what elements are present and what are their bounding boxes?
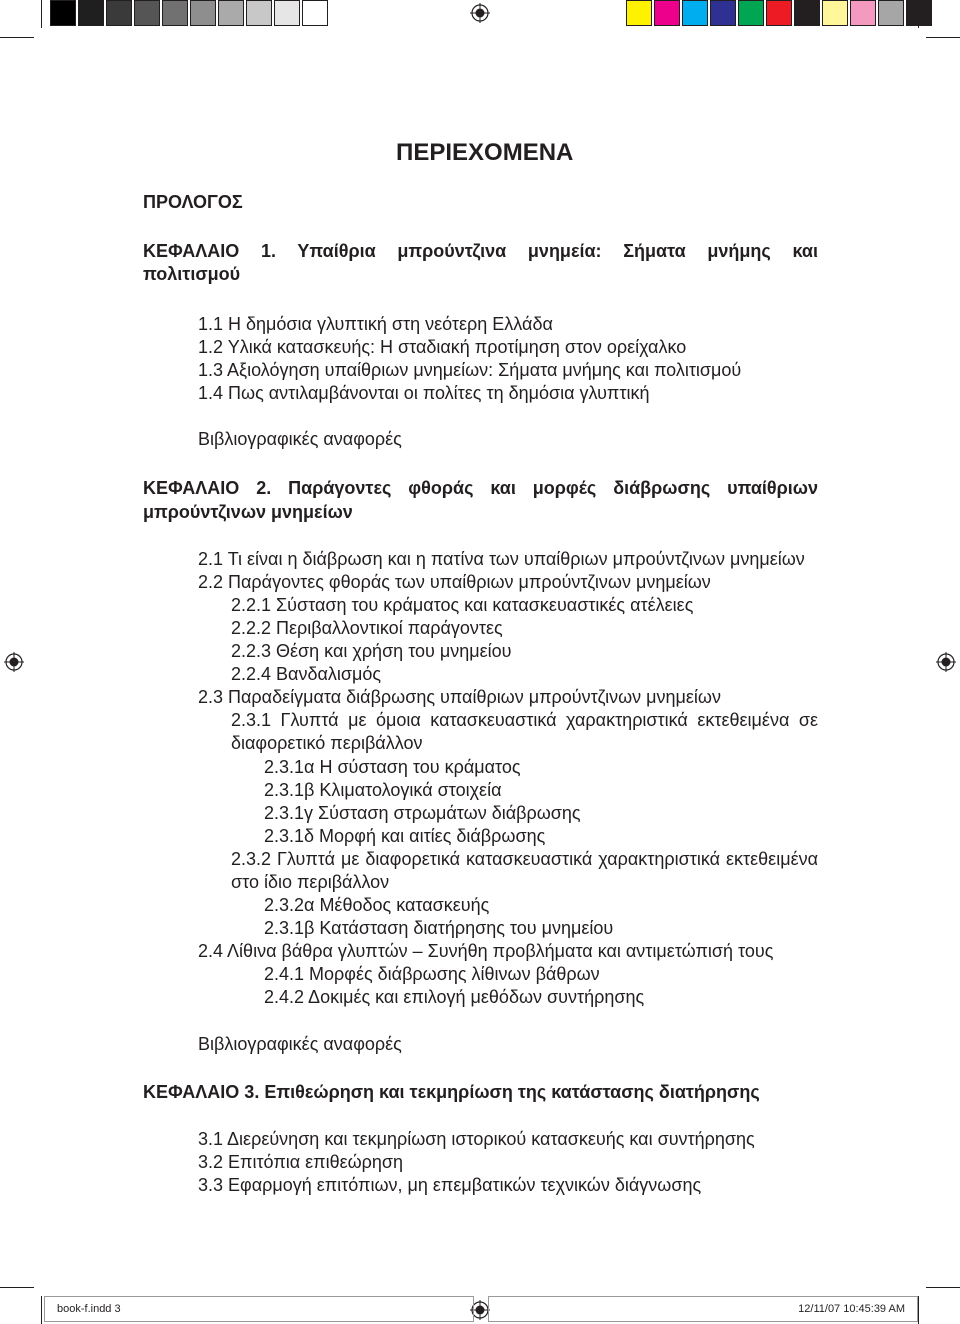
chapter3-heading xyxy=(143,1082,760,1103)
color-swatch xyxy=(246,0,272,26)
crop-mark-bottom-right xyxy=(926,1287,960,1288)
toc-subsubitem: 2.3.2α Μέθοδος κατασκευής xyxy=(264,895,490,915)
crop-mark-top-left xyxy=(0,37,34,38)
toc-subitem: 2.2.1 Σύσταση του κράματος και κατασκευαστικές ατέλειες xyxy=(231,595,694,615)
color-swatch xyxy=(878,0,904,26)
color-swatch xyxy=(710,0,736,26)
toc-item: 1.2 Υλικά κατασκευής: Η σταδιακή προτίμηση στον ορείχαλκο xyxy=(198,337,687,357)
color-swatch xyxy=(162,0,188,26)
color-swatch xyxy=(766,0,792,26)
color-swatch xyxy=(850,0,876,26)
chapter3-title: Επιθεώρηση και τεκμηρίωση της κατάστασης διατήρησης xyxy=(264,1082,760,1102)
toc-item: 1.1 Η δημόσια γλυπτική στη νεότερη Ελλάδα xyxy=(198,314,553,334)
color-swatch xyxy=(626,0,652,26)
toc-subitem: 2.2.4 Βανδαλισμός xyxy=(231,664,382,684)
toc-item: 2.1 Τι είναι η διάβρωση και η πατίνα των υπαίθριων μπρούντζινων μνημείων xyxy=(198,549,805,569)
toc-item: 2.3 Παραδείγματα διάβρωσης υπαίθριων μπρούντζινων μνημείων xyxy=(198,687,721,707)
color-swatch xyxy=(274,0,300,26)
toc-subitem-cont: διαφορετικό περιβάλλον xyxy=(231,733,423,753)
chapter1-heading-line2: πολιτισμού xyxy=(143,264,241,284)
crop-mark-top-right-v xyxy=(918,0,919,28)
crop-mark-bottom-left-v xyxy=(41,1296,42,1324)
chapter2-references: Βιβλιογραφικές αναφορές xyxy=(198,1034,402,1054)
slug-filename xyxy=(44,1296,474,1322)
registration-mark-left-icon xyxy=(4,652,24,672)
toc-subsubitem: 2.4.1 Μορφές διάβρωσης λίθινων βάθρων xyxy=(264,964,600,984)
slug-timestamp xyxy=(488,1296,918,1322)
chapter3-prefix: ΚΕΦΑΛΑΙΟ 3. xyxy=(143,1082,260,1102)
chapter1-references: Βιβλιογραφικές αναφορές xyxy=(198,429,402,449)
color-swatch xyxy=(50,0,76,26)
toc-subsubitem: 2.3.1δ Μορφή και αιτίες διάβρωσης xyxy=(264,826,546,846)
color-swatch xyxy=(106,0,132,26)
toc-subitem: 2.3.2 Γλυπτά με διαφορετικά κατασκευαστικά χαρακτηριστικά εκτεθειμένα xyxy=(231,849,818,869)
grayscale-color-bar xyxy=(50,0,330,27)
color-swatch xyxy=(134,0,160,26)
color-swatch xyxy=(190,0,216,26)
color-swatch xyxy=(738,0,764,26)
color-swatch xyxy=(794,0,820,26)
toc-subitem: 2.2.3 Θέση και χρήση του μνημείου xyxy=(231,641,512,661)
slug-timestamp-text: 12/11/07 10:45:39 AM xyxy=(798,1303,905,1315)
color-swatch xyxy=(682,0,708,26)
color-swatch xyxy=(78,0,104,26)
toc-subsubitem: 2.4.2 Δοκιμές και επιλογή μεθόδων συντήρησης xyxy=(264,987,645,1007)
crop-mark-bottom-left xyxy=(0,1287,34,1288)
page-title: ΠΕΡΙΕΧΟΜΕΝΑ xyxy=(396,139,574,166)
crop-mark-bottom-right-v xyxy=(918,1296,919,1324)
color-swatch xyxy=(822,0,848,26)
registration-mark-top-icon xyxy=(470,3,490,23)
toc-subitem: 2.2.2 Περιβαλλοντικοί παράγοντες xyxy=(231,618,503,638)
toc-subitem-cont: στο ίδιο περιβάλλον xyxy=(231,872,390,892)
registration-mark-right-icon xyxy=(936,652,956,672)
toc-subitem: 2.3.1 Γλυπτά με όμοια κατασκευαστικά χαρακτηριστικά εκτεθειμένα σε xyxy=(231,710,818,730)
color-swatch xyxy=(218,0,244,26)
crop-mark-top-left-v xyxy=(41,0,42,28)
preface-heading: ΠΡΟΛΟΓΟΣ xyxy=(143,192,243,212)
color-swatch xyxy=(654,0,680,26)
slug-filename-text: book-f.indd 3 xyxy=(57,1303,121,1315)
process-color-bar xyxy=(626,0,934,27)
toc-item: 3.3 Εφαρμογή επιτόπιων, μη επεμβατικών τεχνικών διάγνωσης xyxy=(198,1175,702,1195)
toc-item: 3.2 Επιτόπια επιθεώρηση xyxy=(198,1152,404,1172)
chapter2-heading-line1: ΚΕΦΑΛΑΙΟ 2. Παράγοντες φθοράς και μορφές διάβρωσης υπαίθριων xyxy=(143,478,818,498)
toc-subsubitem: 2.3.1β Κατάσταση διατήρησης του μνημείου xyxy=(264,918,614,938)
color-swatch xyxy=(906,0,932,26)
toc-item: 2.2 Παράγοντες φθοράς των υπαίθριων μπρούντζινων μνημείων xyxy=(198,572,711,592)
crop-mark-top-right xyxy=(926,37,960,38)
toc-subsubitem: 2.3.1γ Σύσταση στρωμάτων διάβρωσης xyxy=(264,803,581,823)
toc-item: 1.3 Αξιολόγηση υπαίθριων μνημείων: Σήματα μνήμης και πολιτισμού xyxy=(198,360,742,380)
toc-item: 2.4 Λίθινα βάθρα γλυπτών – Συνήθη προβλήματα και αντιμετώπισή τους xyxy=(198,941,774,961)
toc-subsubitem: 2.3.1β Κλιματολογικά στοιχεία xyxy=(264,780,502,800)
chapter1-heading-line1: ΚΕΦΑΛΑΙΟ 1. Υπαίθρια μπρούντζινα μνημεία: Σήματα μνήμης και xyxy=(143,241,818,261)
toc-item: 3.1 Διερεύνηση και τεκμηρίωση ιστορικού κατασκευής και συντήρησης xyxy=(198,1129,755,1149)
chapter2-heading-line2: μπρούντζινων μνημείων xyxy=(143,502,353,522)
color-swatch xyxy=(302,0,328,26)
toc-item: 1.4 Πως αντιλαμβάνονται οι πολίτες τη δημόσια γλυπτική xyxy=(198,383,650,403)
toc-subsubitem: 2.3.1α Η σύσταση του κράματος xyxy=(264,757,521,777)
